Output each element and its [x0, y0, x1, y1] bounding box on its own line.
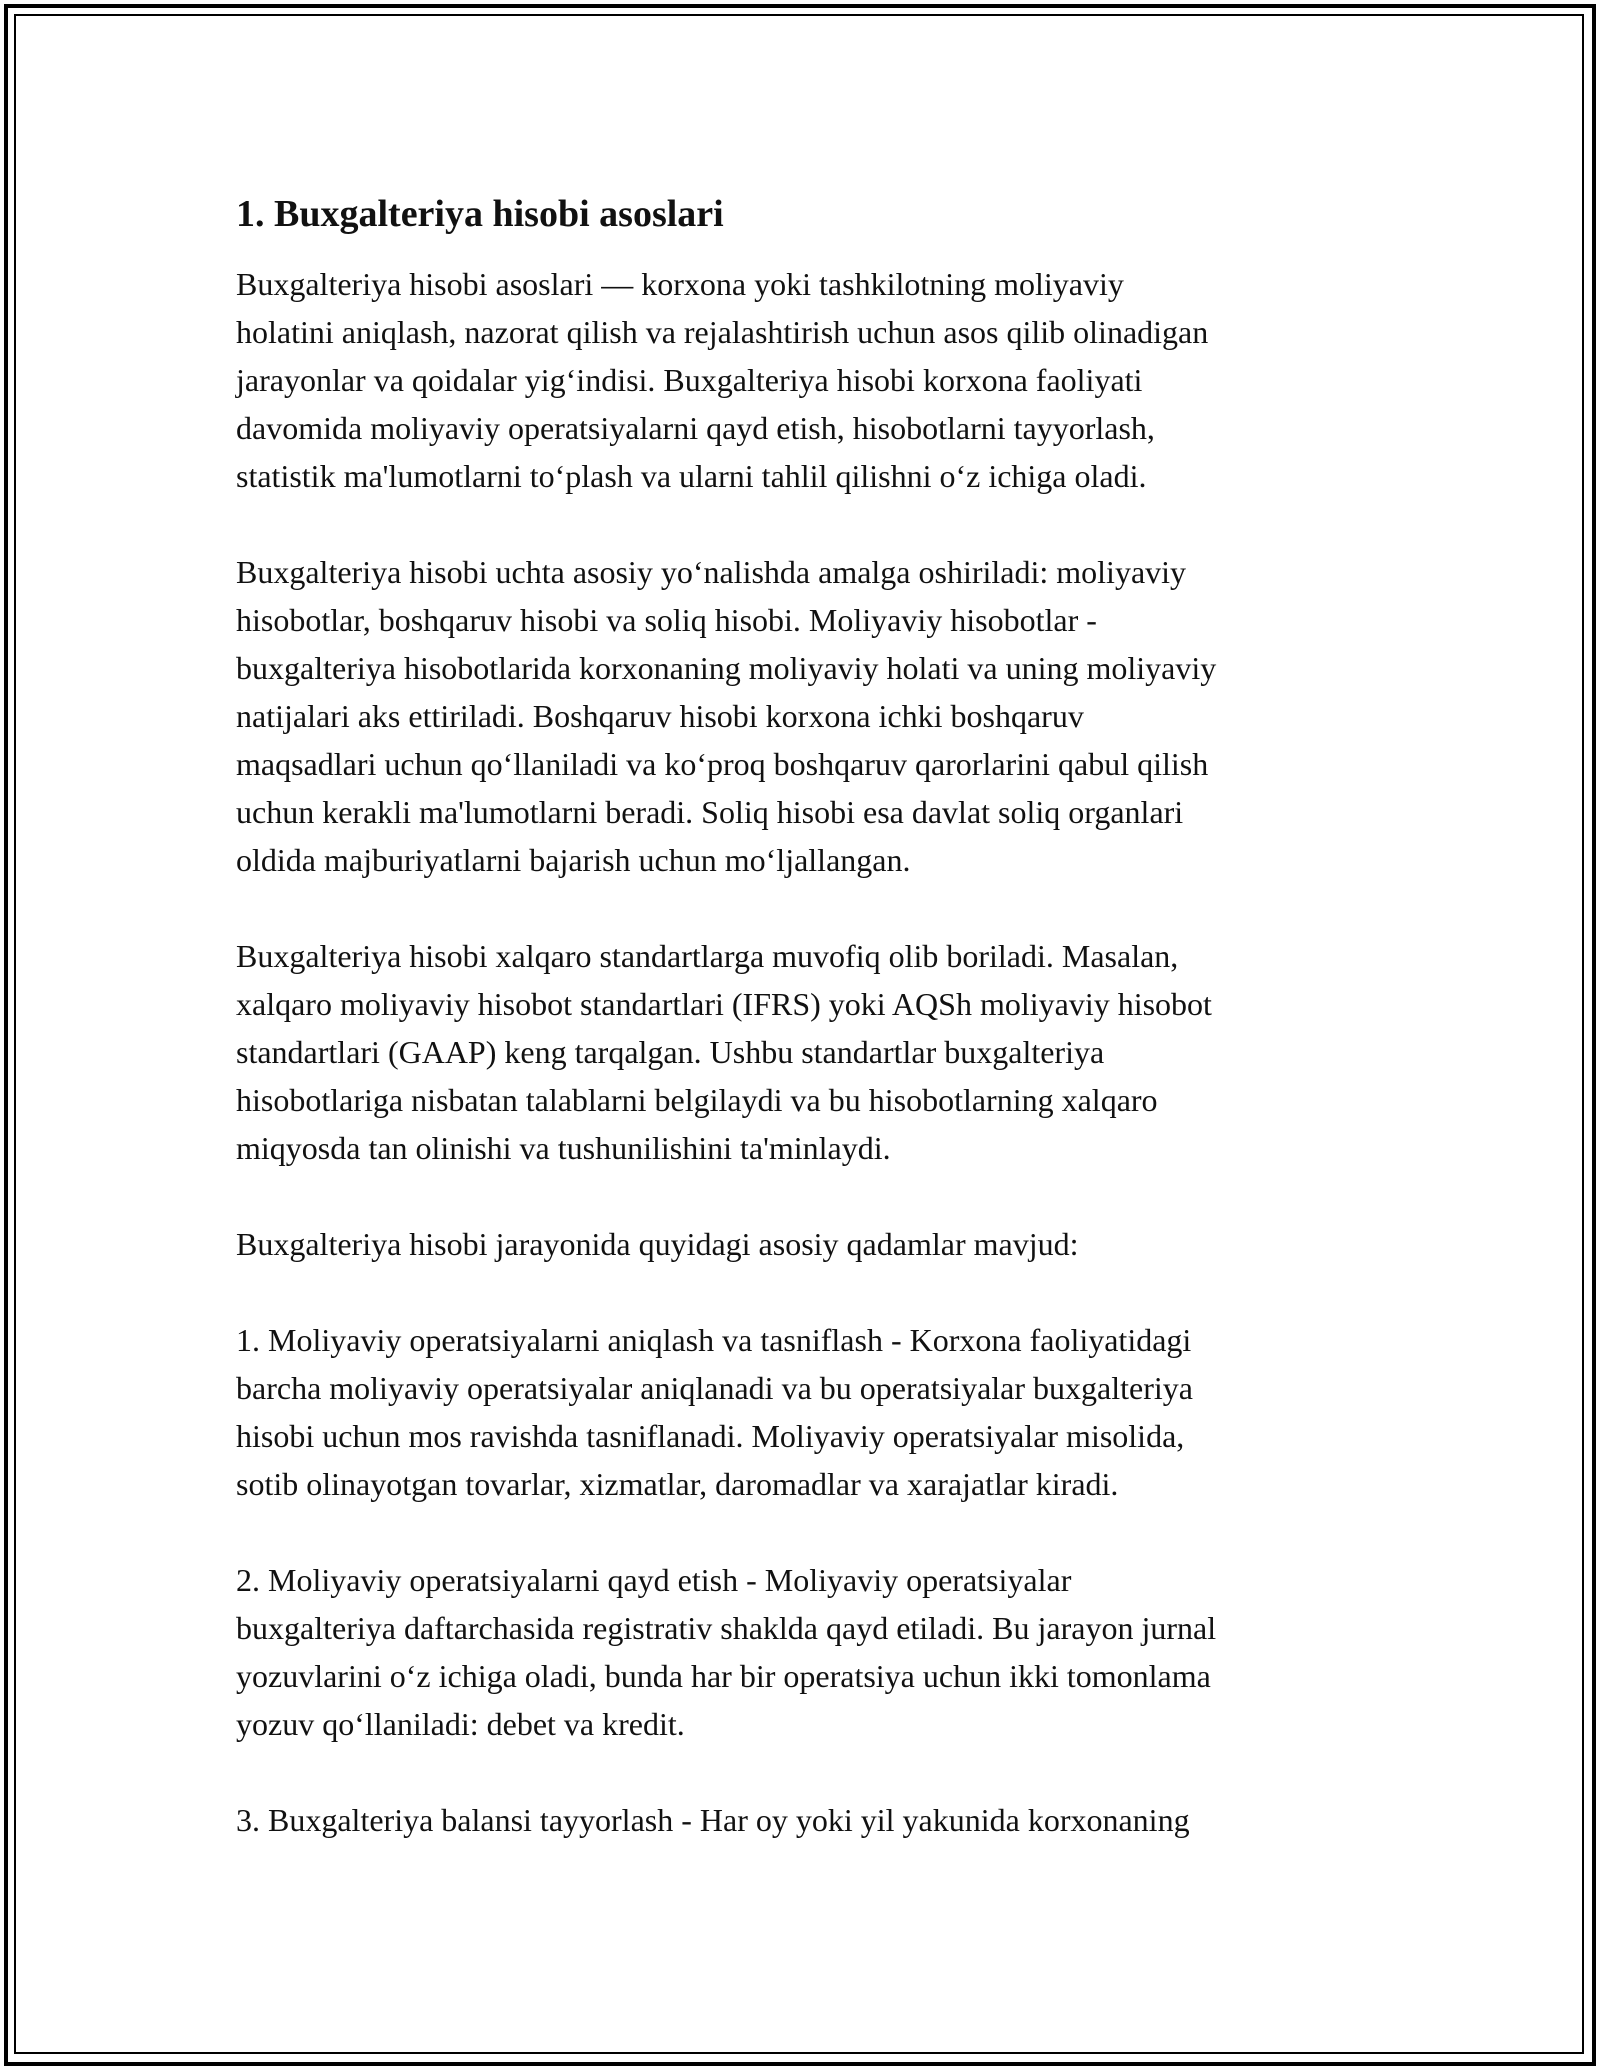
paragraph-standards: Buxgalteriya hisobi xalqaro standartlarga muvofiq olib boriladi. Masalan, xalqaro moliyaviy hisobot standartlari (IFRS) yoki AQSh moliyaviy hisobot standartlari (GAAP) keng tarqalgan. Ushbu standartlar buxgalteriya hisobotlariga nisbatan talablarni belgilaydi va bu hisobotlarning xalqaro miqyosda tan olinishi va tushunilishini ta'minlaydi. [236, 938, 1212, 1166]
paragraph-directions: Buxgalteriya hisobi uchta asosiy yo‘nalishda amalga oshiriladi: moliyaviy hisobotlar, boshqaruv hisobi va soliq hisobi. Moliyaviy hisobotlar - buxgalteriya hisobotlarida korxonaning moliyaviy holati va uning moliyaviy natijalari aks ettiriladi. Boshqaruv hisobi korxona ichki boshqaruv maqsadlari uchun qo‘llaniladi va ko‘proq boshqaruv qarorlarini qabul qilish uchun kerakli ma'lumotlarni beradi. Soliq hisobi esa davlat soliq organlari oldida majburiyatlarni bajarish uchun mo‘ljallangan. [236, 554, 1217, 878]
paragraph-steps-intro: Buxgalteriya hisobi jarayonida quyidagi asosiy qadamlar mavjud: [236, 1226, 1079, 1262]
paragraph-step-2: 2. Moliyaviy operatsiyalarni qayd etish - Moliyaviy operatsiyalar buxgalteriya daftarchasida registrativ shaklda qayd etiladi. Bu jarayon jurnal yozuvlarini o‘z ichiga oladi, bunda har bir operatsiya uchun ikki tomonlama yozuv qo‘llaniladi: debet va kredit. [236, 1562, 1217, 1742]
paragraph-step-1: 1. Moliyaviy operatsiyalarni aniqlash va tasniflash - Korxona faoliyatidagi barcha moliyaviy operatsiyalar aniqlanadi va bu operatsiyalar buxgalteriya hisobi uchun mos ravishda tasniflanadi. Moliyaviy operatsiyalar misolida, sotib olinayotgan tovarlar, xizmatlar, daromadlar va xarajatlar kiradi. [236, 1322, 1193, 1502]
paragraph-step-3: 3. Buxgalteriya balansi tayyorlash - Har oy yoki yil yakunida korxonaning [236, 1802, 1190, 1838]
section-heading: 1. Buxgalteriya hisobi asoslari [236, 193, 724, 235]
document-body [236, 190, 1386, 1844]
paragraph-intro: Buxgalteriya hisobi asoslari — korxona yoki tashkilotning moliyaviy holatini aniqlash, nazorat qilish va rejalashtirish uchun asos qilib olinadigan jarayonlar va qoidalar yig‘indisi. Buxgalteriya hisobi korxona faoliyati davomida moliyaviy operatsiyalarni qayd etish, hisobotlarni tayyorlash, statistik ma'lumotlarni to‘plash va ularni tahlil qilishni o‘z ichiga oladi. [236, 266, 1209, 494]
